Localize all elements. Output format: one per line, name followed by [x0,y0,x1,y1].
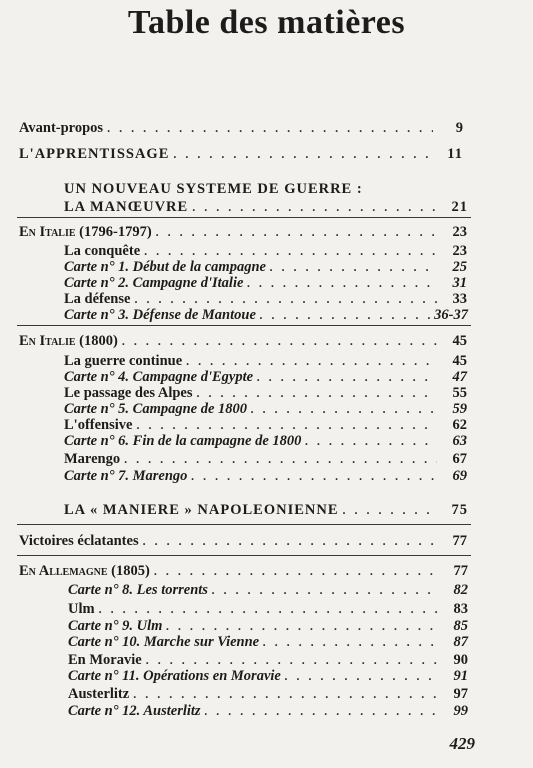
leader-dots [186,353,437,370]
toc-label: Carte n° 9. Ulm [68,618,163,634]
leader-dots [247,275,437,292]
section-divider [17,555,471,556]
leader-dots [166,618,438,635]
leader-dots [257,369,437,386]
leader-dots [173,146,433,163]
toc-label: Carte n° 10. Marche sur Vienne [68,634,260,650]
leader-dots [205,703,438,720]
toc-page-number: 85 [453,618,468,634]
toc-page-number: 77 [453,563,468,579]
toc-entry-marengo [64,451,467,468]
section-divider [17,524,471,525]
toc-entry-carte-2 [64,275,467,292]
folio-page-number: 429 [449,734,475,753]
leader-dots [192,199,438,216]
toc-entry-carte-11 [68,668,468,685]
toc-entry-carte-7 [64,468,467,485]
toc-label: L'offensive [64,417,133,433]
section-divider [17,325,471,326]
toc-page-number: 45 [452,333,467,349]
toc-page-number: 25 [452,259,467,275]
toc-entry-offensive [64,417,467,434]
toc-label: Carte n° 12. Austerlitz [68,703,201,719]
toc-label: Carte n° 3. Défense de Mantoue [64,307,256,323]
toc-page-number: 9 [455,120,463,136]
leader-dots [134,291,437,308]
toc-entry-carte-1 [64,259,467,276]
toc-label: Victoires éclatantes [19,533,139,549]
leader-dots [107,120,433,137]
leader-dots [197,385,437,402]
toc-page-number: 97 [453,686,468,702]
toc-page-number: 62 [452,417,467,433]
toc-entry-avant-propos [19,120,463,137]
toc-label: La guerre continue [64,353,183,369]
leader-dots [260,307,430,324]
toc-entry-maniere-napoleonienne [64,502,468,519]
toc-page-number: 69 [452,468,467,484]
toc-page-number: 11 [447,146,463,162]
toc-label: Marengo [64,451,121,467]
toc-entry-carte-5 [64,401,467,418]
toc-label: En Italie (1796-1797) [19,224,152,240]
toc-label: En Moravie [68,652,142,668]
toc-entry-la-conquete [64,243,467,260]
leader-dots [156,224,437,241]
toc-page-number: 99 [453,703,468,719]
leader-dots [99,601,438,618]
toc-entry-ulm [68,601,468,618]
toc-entry-en-italie-1800 [19,333,467,350]
leader-dots [212,582,438,599]
toc-entry-austerlitz [68,686,468,703]
toc-entry-passage-alpes [64,385,467,402]
leader-dots [146,652,438,669]
toc-page-number: 23 [452,224,467,240]
toc-entry-carte-9 [68,618,468,635]
toc-page-number: 75 [451,502,468,518]
leader-dots [143,533,437,550]
leader-dots [136,417,437,434]
toc-page-number: 67 [452,451,467,467]
toc-page-number: 63 [452,433,467,449]
toc-page-number: 87 [453,634,468,650]
leader-dots [270,259,437,276]
toc-label: La conquête [64,243,141,259]
toc-label: Austerlitz [68,686,130,702]
toc-page-number: 33 [452,291,467,307]
toc-label: Carte n° 11. Opérations en Moravie [68,668,281,684]
toc-entry-la-manoeuvre [64,199,468,216]
leader-dots [191,468,437,485]
toc-entry-en-italie-1796 [19,224,467,241]
leader-dots [263,634,438,651]
toc-label: En Allemagne (1805) [19,563,150,579]
toc-label: Carte n° 4. Campagne d'Egypte [64,369,254,385]
leader-dots [124,451,437,468]
toc-page-number: 47 [452,369,467,385]
leader-dots [144,243,437,260]
toc-entry-en-allemagne [19,563,468,580]
leader-dots [305,433,437,450]
toc-label: En Italie (1800) [19,333,118,349]
toc-entry-la-defense [64,291,467,308]
toc-page-number: 55 [452,385,467,401]
toc-label: Carte n° 1. Début de la campagne [64,259,266,275]
toc-entry-apprentissage [19,146,463,163]
leader-dots [133,686,438,703]
toc-entry-victoires-eclatantes [19,533,467,550]
leader-dots [154,563,438,580]
toc-page-number: 59 [452,401,467,417]
toc-page-number: 91 [453,668,468,684]
toc-entry-carte-8 [68,582,468,599]
page-title: Table des matières [127,4,406,41]
toc-label: La défense [64,291,131,307]
toc-label: Carte n° 5. Campagne de 1800 [64,401,248,417]
toc-label: Carte n° 2. Campagne d'Italie [64,275,244,291]
toc-label: Le passage des Alpes [64,385,193,401]
toc-label: Avant-propos [19,120,104,136]
toc-entry-carte-10 [68,634,468,651]
toc-label: Carte n° 7. Marengo [64,468,188,484]
toc-page-number: 45 [452,353,467,369]
toc-page-number: 83 [453,601,468,617]
toc-label: UN NOUVEAU SYSTEME DE GUERRE : [64,181,363,197]
toc-page-number: 36-37 [434,307,468,323]
toc-label: Ulm [68,601,95,617]
toc-page-number: 31 [452,275,467,291]
toc-entry-carte-12 [68,703,468,720]
toc-entry-carte-4 [64,369,467,386]
toc-label: L'APPRENTISSAGE [19,146,170,162]
toc-label: Carte n° 6. Fin de la campagne de 1800 [64,433,302,449]
toc-page-number: 82 [453,582,468,598]
leader-dots [343,502,438,519]
toc-label: Carte n° 8. Les torrents [68,582,208,598]
toc-page-number: 23 [452,243,467,259]
toc-entry-en-moravie [68,652,468,669]
toc-entry-carte-6 [64,433,467,450]
section-divider [17,217,471,218]
toc-entry-carte-3 [64,307,468,324]
toc-section-heading-line1 [64,181,464,198]
toc-entry-guerre-continue [64,353,467,370]
leader-dots [251,401,437,418]
toc-label: LA « MANIERE » NAPOLEONIENNE [64,502,339,518]
toc-page-number: 21 [451,199,468,215]
leader-dots [122,333,437,350]
toc-page-number: 90 [453,652,468,668]
toc-label: LA MANŒUVRE [64,199,189,215]
toc-page-number: 77 [452,533,467,549]
leader-dots [285,668,438,685]
